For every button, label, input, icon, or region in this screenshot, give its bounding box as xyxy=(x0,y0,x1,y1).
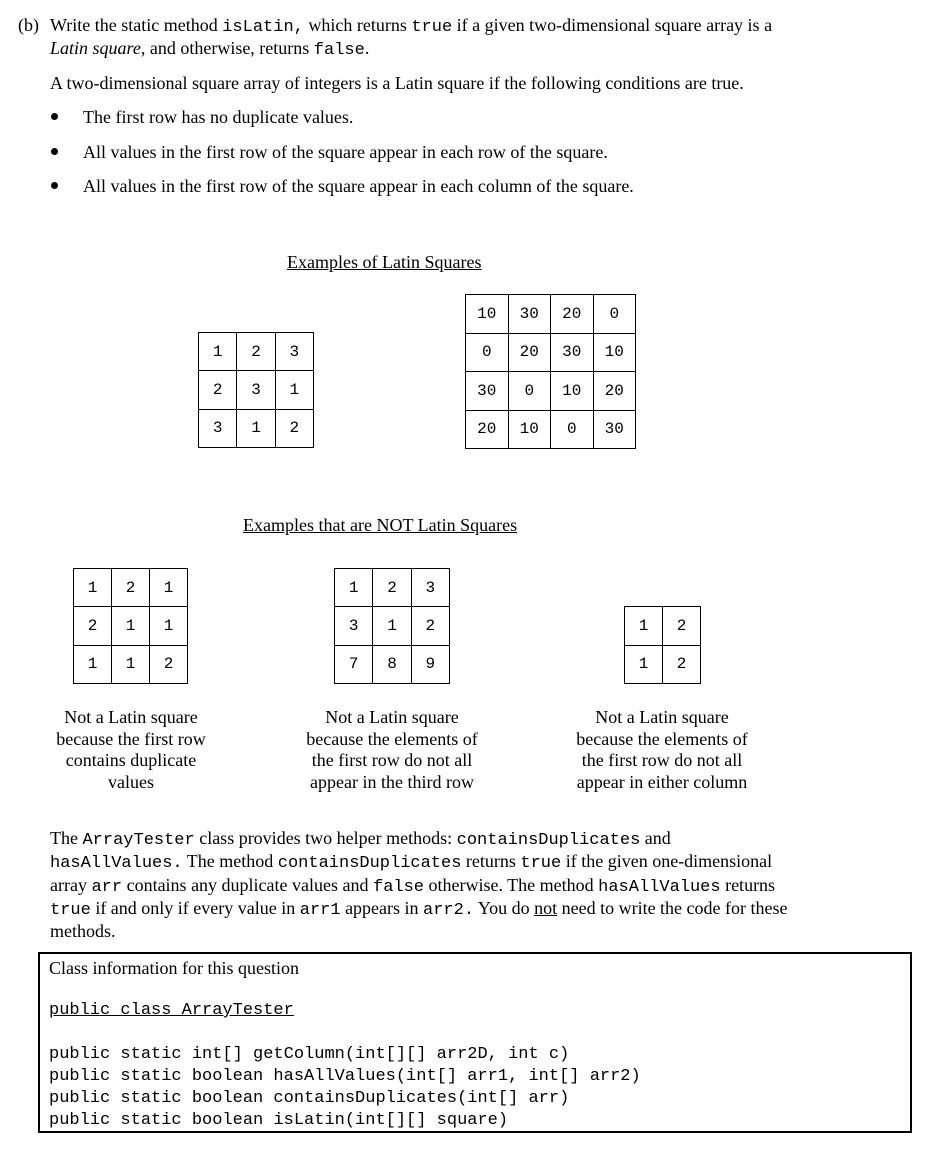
grid-cell: 30 xyxy=(551,333,594,372)
helper-text: otherwise. The method xyxy=(424,875,599,895)
caption-line: because the elements of xyxy=(306,728,478,749)
bullet-icon xyxy=(51,182,58,189)
grid-cell: 3 xyxy=(237,371,275,409)
helper-line-2 xyxy=(50,850,772,875)
grid-cell: 2 xyxy=(74,607,112,645)
code-arr1: arr1 xyxy=(299,901,341,920)
code-arr: arr xyxy=(91,878,123,897)
method-signature: public static boolean hasAllValues(int[] arr1, int[] arr2) xyxy=(49,1067,641,1086)
class-info-title: Class information for this question xyxy=(49,958,299,978)
caption-line: the first row do not all xyxy=(311,750,473,770)
code-true: true xyxy=(520,854,562,873)
helper-text: The xyxy=(50,828,83,848)
part-label: (b) xyxy=(18,15,39,35)
intro-text: . xyxy=(364,38,370,58)
grid-cell: 1 xyxy=(199,333,237,371)
helper-text: and xyxy=(640,828,671,848)
caption-line: contains duplicate xyxy=(65,750,197,770)
bullet-icon xyxy=(51,113,58,120)
grid-cell: 0 xyxy=(551,410,594,449)
grid-cell: 2 xyxy=(112,569,150,607)
grid-cell: 30 xyxy=(466,372,509,411)
code-islatin: isLatin, xyxy=(222,18,304,37)
code-containsduplicates: containsDuplicates xyxy=(277,854,462,873)
intro-text: Write the static method xyxy=(50,15,223,35)
code-arraytester: ArrayTester xyxy=(82,831,195,850)
helper-text: contains any duplicate values and xyxy=(122,875,373,895)
grid-cell: 1 xyxy=(237,409,275,447)
code-arr2: arr2. xyxy=(423,901,475,920)
grid-cell: 0 xyxy=(508,372,551,411)
grid-cell: 30 xyxy=(508,295,551,334)
grid-cell: 0 xyxy=(593,295,636,334)
grid-cell: 20 xyxy=(551,295,594,334)
helper-line-3 xyxy=(50,874,775,899)
grid-cell: 1 xyxy=(112,607,150,645)
helper-text: if and only if every value in xyxy=(90,898,300,918)
grid-cell: 9 xyxy=(411,645,449,683)
grid-cell: 10 xyxy=(551,372,594,411)
helper-text: array xyxy=(50,875,92,895)
method-signature: public static int[] getColumn(int[][] arr2D, int c) xyxy=(49,1045,570,1064)
grid-cell: 8 xyxy=(373,645,411,683)
grid-cell: 10 xyxy=(508,410,551,449)
code-true: true xyxy=(411,18,453,37)
emphasis-not: not xyxy=(534,898,558,918)
conditions-intro: A two-dimensional square array of integers is a Latin square if the following conditions are true. xyxy=(50,73,744,93)
not-latin-grid-duplicates xyxy=(73,568,188,684)
helper-text: appears in xyxy=(340,898,424,918)
latin-example-grid-3x3 xyxy=(198,332,314,448)
code-hasallvalues: hasAllValues. xyxy=(50,854,183,873)
grid-cell: 3 xyxy=(411,569,449,607)
not-latin-caption-2 xyxy=(288,707,496,793)
latin-example-grid-4x4 xyxy=(465,294,636,449)
code-false: false xyxy=(313,41,365,60)
grid-cell: 1 xyxy=(625,607,663,646)
grid-cell: 2 xyxy=(663,645,701,684)
helper-text: returns xyxy=(720,875,776,895)
caption-line: the first row do not all xyxy=(581,750,743,770)
grid-cell: 30 xyxy=(593,410,636,449)
intro-text: , and otherwise, returns xyxy=(140,38,314,58)
grid-cell: 2 xyxy=(199,371,237,409)
helper-text: The method xyxy=(182,851,278,871)
grid-cell: 1 xyxy=(335,569,373,607)
grid-cell: 1 xyxy=(150,569,188,607)
not-latin-grid-third-row xyxy=(334,568,450,684)
grid-cell: 20 xyxy=(593,372,636,411)
grid-cell: 2 xyxy=(411,607,449,645)
code-true: true xyxy=(50,901,91,920)
grid-cell: 10 xyxy=(466,295,509,334)
condition-item: The first row has no duplicate values. xyxy=(83,107,354,127)
helper-text: class provides two helper methods: xyxy=(194,828,457,848)
grid-cell: 2 xyxy=(373,569,411,607)
helper-line-4 xyxy=(50,897,788,922)
grid-cell: 1 xyxy=(112,645,150,683)
grid-cell: 0 xyxy=(466,333,509,372)
not-latin-caption-3 xyxy=(557,707,767,793)
helper-text: You do xyxy=(474,898,535,918)
bullet-icon xyxy=(51,148,58,155)
grid-cell: 3 xyxy=(275,333,313,371)
grid-cell: 10 xyxy=(593,333,636,372)
intro-line-2 xyxy=(50,37,369,62)
caption-line: because the elements of xyxy=(576,728,748,749)
code-false: false xyxy=(373,878,425,897)
grid-cell: 3 xyxy=(335,607,373,645)
latin-square-term: Latin square xyxy=(50,38,141,58)
helper-text: if the given one-dimensional xyxy=(561,851,773,871)
latin-examples-heading: Examples of Latin Squares xyxy=(287,252,482,272)
intro-text: which returns xyxy=(303,15,412,35)
caption-line: values xyxy=(108,771,154,792)
caption-line: because the first row xyxy=(56,728,206,749)
grid-cell: 1 xyxy=(275,371,313,409)
caption-line: Not a Latin square xyxy=(325,707,459,727)
helper-line-5: methods. xyxy=(50,921,116,941)
condition-item: All values in the first row of the square appear in each column of the square. xyxy=(83,176,634,196)
intro-line-1 xyxy=(50,14,772,39)
grid-cell: 20 xyxy=(508,333,551,372)
caption-line: Not a Latin square xyxy=(64,707,198,727)
not-latin-caption-1 xyxy=(31,707,231,793)
grid-cell: 2 xyxy=(150,645,188,683)
grid-cell: 1 xyxy=(74,645,112,683)
caption-line: Not a Latin square xyxy=(595,707,729,727)
not-latin-examples-heading: Examples that are NOT Latin Squares xyxy=(243,515,518,535)
grid-cell: 1 xyxy=(74,569,112,607)
class-declaration: public class ArrayTester xyxy=(49,1001,294,1020)
caption-line: appear in either column xyxy=(576,771,748,792)
not-latin-grid-columns xyxy=(624,606,701,684)
caption-line: appear in the third row xyxy=(310,771,474,792)
helper-text: returns xyxy=(461,851,521,871)
code-hasallvalues: hasAllValues xyxy=(598,878,721,897)
grid-cell: 3 xyxy=(199,409,237,447)
grid-cell: 20 xyxy=(466,410,509,449)
grid-cell: 1 xyxy=(373,607,411,645)
code-containsduplicates: containsDuplicates xyxy=(456,831,641,850)
method-signature: public static boolean containsDuplicates(int[] arr) xyxy=(49,1089,570,1108)
grid-cell: 1 xyxy=(625,645,663,684)
helper-line-1 xyxy=(50,827,671,852)
grid-cell: 2 xyxy=(663,607,701,646)
helper-text: need to write the code for these xyxy=(557,898,788,918)
grid-cell: 7 xyxy=(335,645,373,683)
intro-text: if a given two-dimensional square array is a xyxy=(452,15,773,35)
condition-item: All values in the first row of the square appear in each row of the square. xyxy=(83,142,608,162)
grid-cell: 2 xyxy=(237,333,275,371)
grid-cell: 1 xyxy=(150,607,188,645)
method-signature: public static boolean isLatin(int[][] square) xyxy=(49,1111,509,1130)
grid-cell: 2 xyxy=(275,409,313,447)
